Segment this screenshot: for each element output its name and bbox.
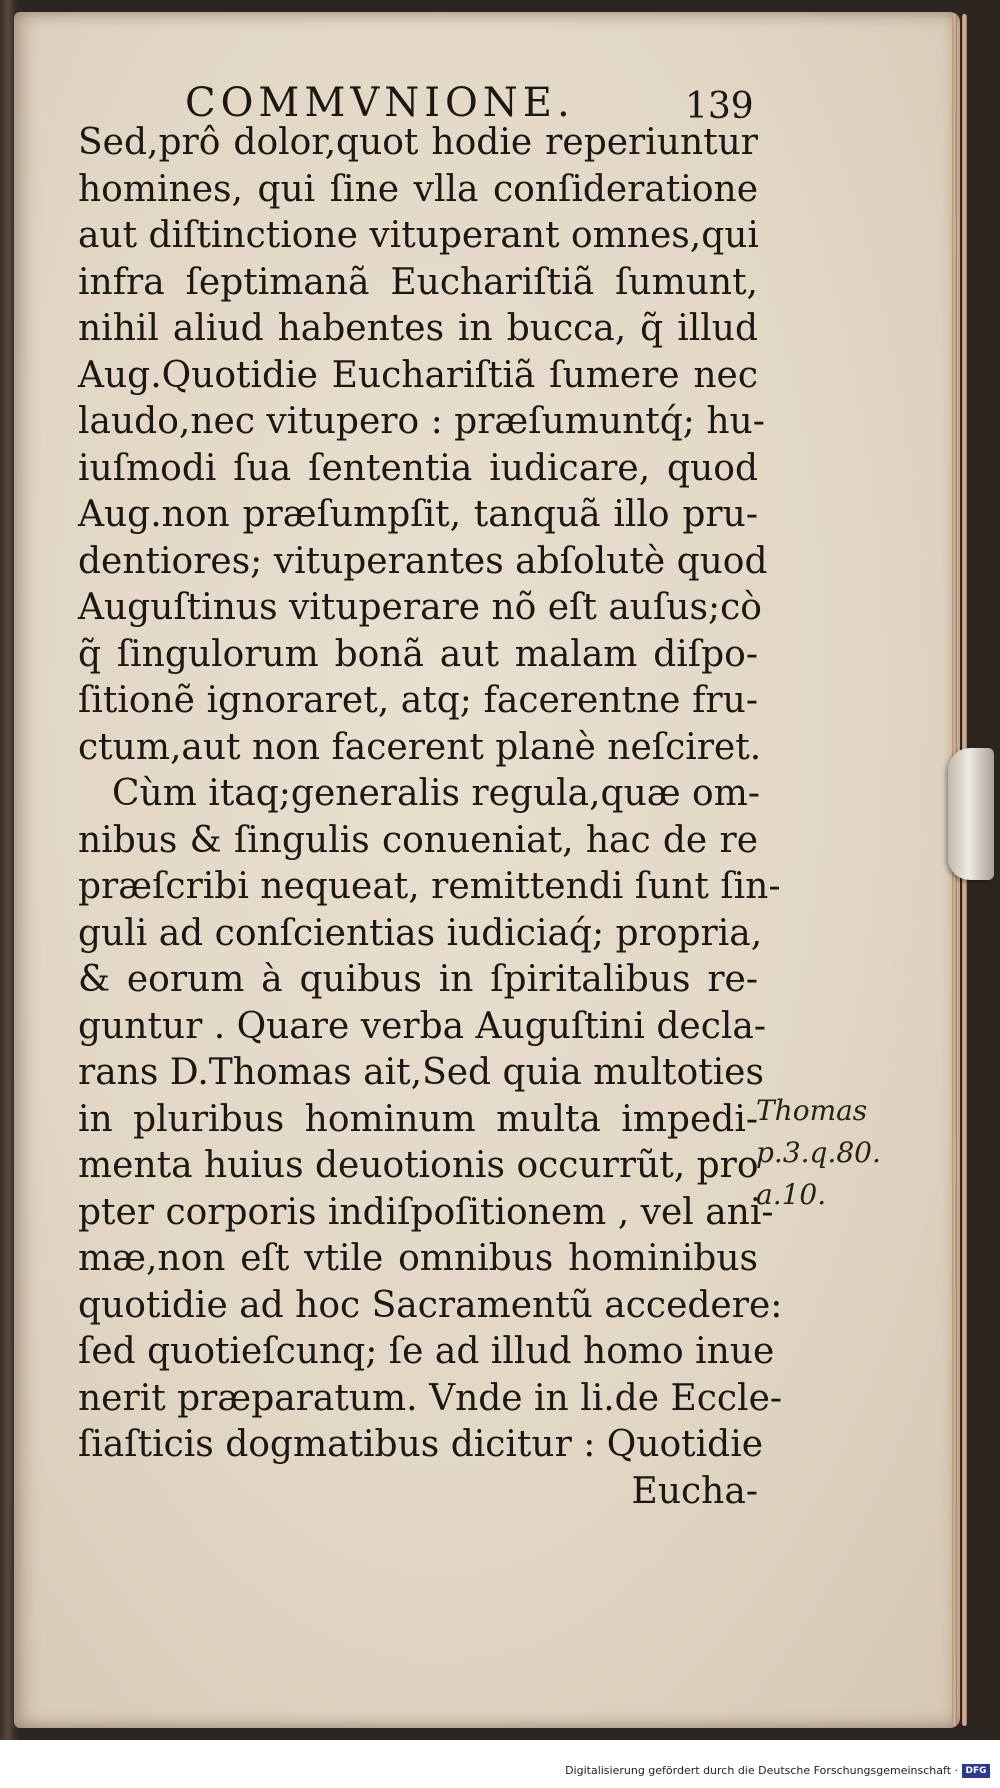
digitization-credit: Digitalisierung gefördert durch die Deutsche Forschungsgemeinschaft · [565,1764,958,1777]
catchword: Eucha- [631,1470,758,1512]
text-line: Auguſtinus vituperare nõ eſt auſus;cò [78,587,762,628]
text-line: aut diſtinctione vituperant omnes,qui [78,215,759,256]
page-number: 139 [685,86,754,127]
text-line: guntur . Quare verba Auguſtini decla- [78,1005,767,1047]
text-line: laudo,nec vitupero : præſumuntq́; hu- [78,401,765,442]
text-line: & eorum à quibus in ſpiritalibus re- [78,959,758,1000]
running-title: COMMVNIONE. [185,80,575,126]
text-line: ſiaſticis dogmatibus dicitur : Quotidie [78,1424,764,1465]
text-line: præſcribi nequeat, remittendi ſunt ſin- [78,866,781,907]
margin-annotation [756,1090,936,1216]
text-line: homines, qui ſine vlla conſideratione [78,168,758,210]
text-line: quotidie ad hoc Sacramentũ accedere: [78,1284,783,1326]
margin-note-line: Thomas [756,1094,868,1127]
text-line: Aug.Quotidie Euchariſtiã ſumere nec [78,354,758,396]
text-line: mæ,non eſt vtile omnibus hominibus [78,1238,758,1279]
page-clip [948,748,994,880]
text-line: Aug.non præſumpſit, tanquã illo pru- [78,494,758,535]
main-text-block [78,120,783,1515]
text-line: pter corporis indiſpoſitionem , vel ani- [78,1191,774,1233]
text-line: q̃ ſingulorum bonã aut malam diſpo- [78,633,758,675]
text-line: nihil aliud habentes in bucca, q̃ illud [78,308,758,349]
text-line: rans D.Thomas ait,Sed quia multoties [78,1052,764,1093]
text-line: dentiores; vituperantes abſolutè quod [78,540,768,582]
text-line: nibus & ſingulis conueniat, hac de re [78,819,758,861]
text-line: guli ad conſcientias iudiciaq́; propria, [78,912,763,954]
text-line: Sed,prô dolor,quot hodie reperiuntur [78,122,758,163]
margin-note-line: p.3.q.80. [756,1136,881,1169]
text-line: ctum,aut non facerent planè neſciret. [78,726,762,768]
dfg-logo: DFG [962,1764,990,1778]
text-line: menta huius deuotionis occurrũt, pro [78,1145,759,1186]
text-line: nerit præparatum. Vnde in li.de Eccle- [78,1377,783,1419]
text-line: Cùm itaq;generalis regula,quæ om- [112,773,761,814]
text-line: iuſmodi ſua ſententia iudicare, quod [78,447,758,489]
text-line: ſitionẽ ignoraret, atq; facerentne fru- [78,680,758,721]
text-line: ſed quotieſcunq; ſe ad illud homo inue [78,1331,775,1372]
text-line: infra ſeptimanã Euchariſtiã ſumunt, [78,261,758,303]
margin-note-line: a.10. [756,1178,827,1211]
text-line: in pluribus hominum multa impedi- [78,1098,758,1140]
